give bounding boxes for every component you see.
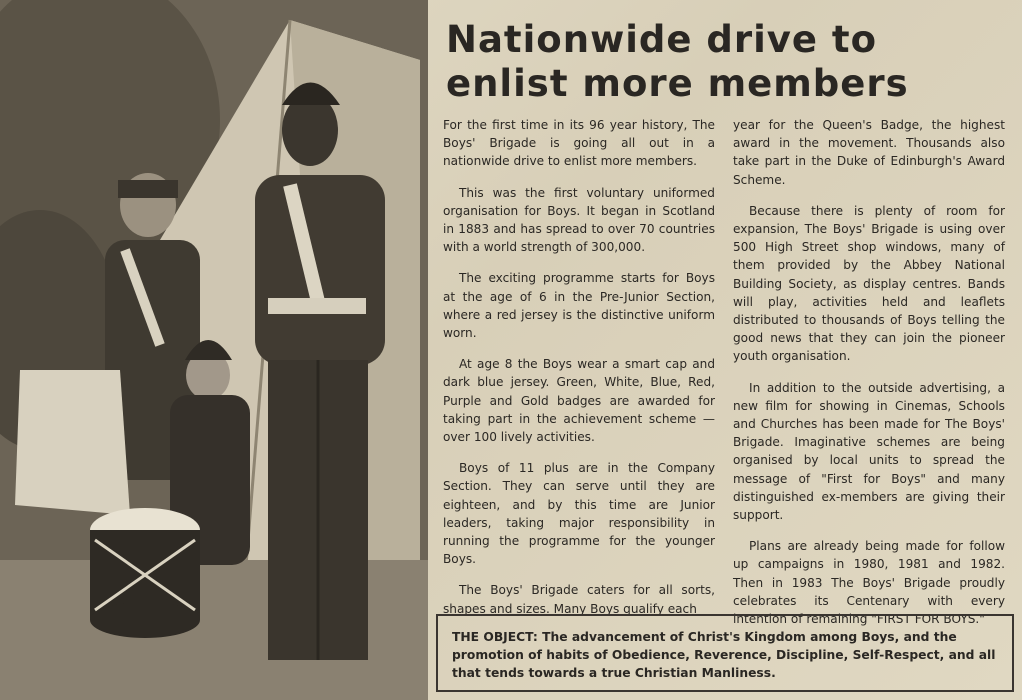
paragraph: This was the first voluntary uniformed organisation for Boys. It began in Scotland in 1883 and has spread to over 70 countries with a world strength of 300,000. xyxy=(443,185,715,255)
paragraph: Because there is plenty of room for expansion, The Boys' Brigade is using over 500 High Street shop windows, many of them provided by the Abbey National Building Society, as display centres. Bands will play, activities held and leaflets distributed to thousands of Boys telling the good news that they can join the pioneer youth organisation. xyxy=(733,203,1005,364)
photo-boys-brigade xyxy=(0,0,428,700)
headline: Nationwide drive to enlist more members xyxy=(446,18,909,105)
paragraph: In addition to the outside advertising, a new film for showing in Cinemas, Schools and Churches has been made for The Boys' Brigade. Imaginative schemes are being organised by local units to spread the message of "First for Boys" and many distinguished ex-members are giving their support. xyxy=(733,380,1005,523)
paragraph: The Boys' Brigade caters for all sorts, shapes and sizes. Many Boys qualify each xyxy=(443,583,715,616)
paragraph: At age 8 the Boys wear a smart cap and dark blue jersey. Green, White, Blue, Red, Purple and Gold badges are awarded for taking part in the achievement scheme — over 100 lively activities. xyxy=(443,357,715,445)
paragraph: year for the Queen's Badge, the highest award in the movement. Thousands also take part in the Duke of Edinburgh's Award Scheme. xyxy=(733,118,1005,187)
article-column-left xyxy=(443,116,715,631)
paragraph: The exciting programme starts for Boys at the age of 6 in the Pre-Junior Section, where a red jersey is the distinctive uniform worn. xyxy=(443,271,715,341)
paragraph: Plans are already being made for follow up campaigns in 1980, 1981 and 1982. Then in 1983 The Boys' Brigade proudly celebrates its Centenary with every intention of remaining "FIRST FOR BOYS." xyxy=(733,539,1005,627)
photo-illustration xyxy=(0,0,428,700)
object-statement-text: THE OBJECT: The advancement of Christ's Kingdom among Boys, and the promotion of habits of Obedience, Reverence, Discipline, Self-Respect, and all that tends towards a true Christian Manliness. xyxy=(452,630,996,680)
article-column-right xyxy=(733,116,1005,641)
object-statement-box xyxy=(436,614,1014,692)
paragraph: Boys of 11 plus are in the Company Section. They can serve until they are eighteen, and by this time are Junior leaders, taking major responsibility in running the programme for the younger Boys. xyxy=(443,461,715,567)
paragraph: For the first time in its 96 year history, The Boys' Brigade is going all out in a nationwide drive to enlist more members. xyxy=(443,118,715,169)
